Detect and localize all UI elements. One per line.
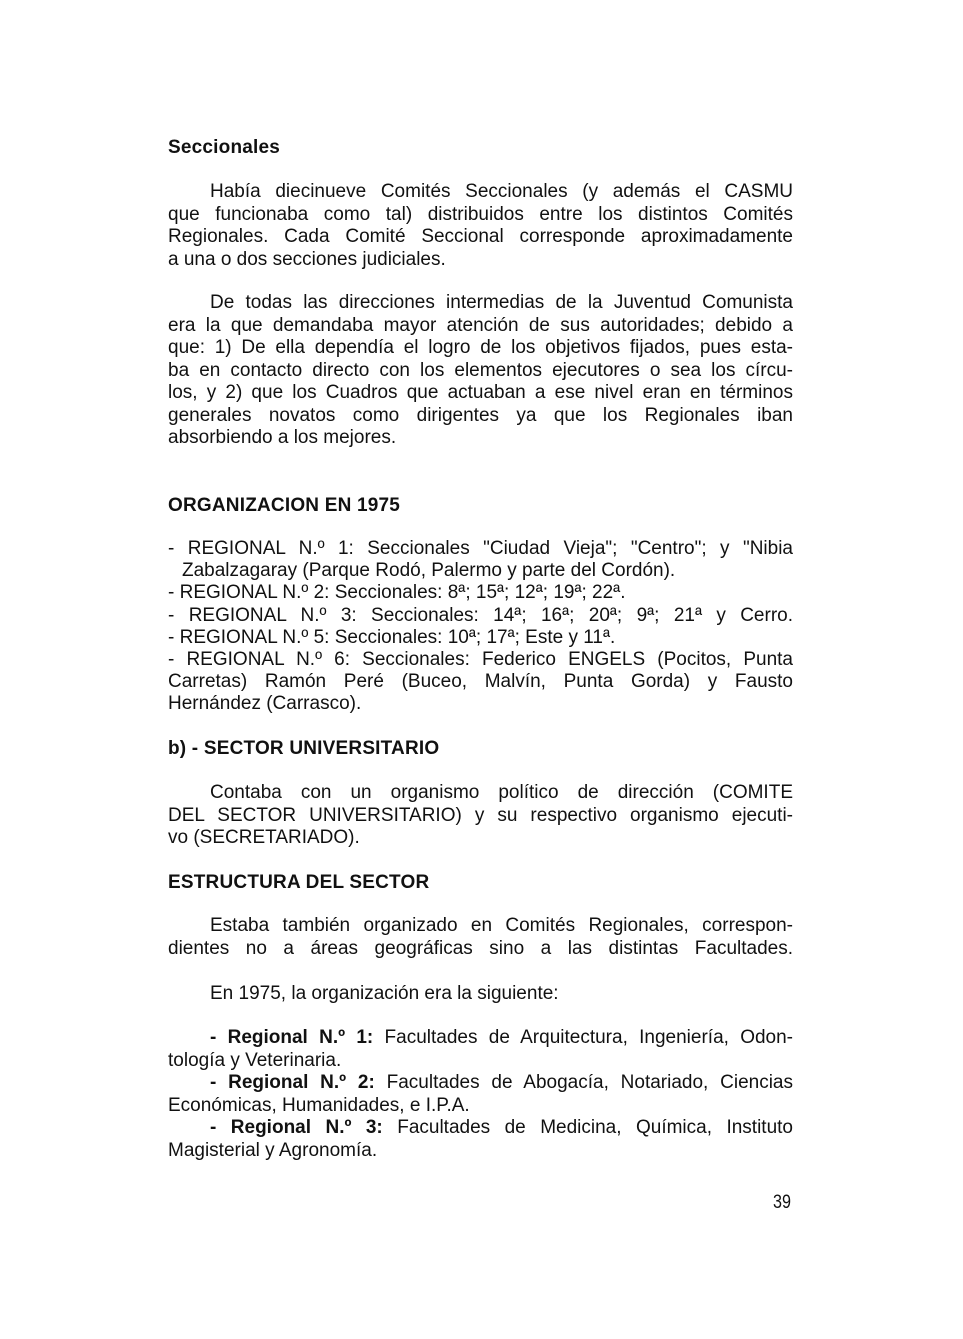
list-item-continuation: Magisterial y Agronomía. [168, 1139, 378, 1161]
list-item-continuation: Carretas) Ramón Peré (Buceo, Malvín, Punta Gorda) y Fausto [168, 671, 793, 693]
list-item: - REGIONAL N.º 2: Seccionales: 8ª; 15ª; 12ª; 19ª; 22ª. [168, 582, 626, 604]
regional-text: Facultades de Medicina, Química, Instituto [382, 1117, 793, 1138]
text-line: que: 1) De ella dependía el logro de los objetivos fijados, pues esta- [168, 337, 793, 358]
paragraph-seccionales-2 [168, 292, 793, 450]
text-line: En 1975, la organización era la siguiente: [210, 983, 559, 1004]
regional-text: Facultades de Abogacía, Notariado, Ciencias [374, 1072, 793, 1093]
text-line: ba en contacto directo con los elementos ejecutores o sea los círcu- [168, 359, 793, 381]
list-regionales-universitarios [168, 1027, 793, 1162]
heading-sector-universitario: b) - SECTOR UNIVERSITARIO [168, 738, 440, 759]
text-line: vo (SECRETARIADO). [168, 827, 360, 848]
text-line: a una o dos secciones judiciales. [168, 248, 446, 270]
heading-estructura-sector: ESTRUCTURA DEL SECTOR [168, 872, 430, 893]
heading-organizacion-1975: ORGANIZACION EN 1975 [168, 495, 401, 516]
list-item: - REGIONAL N.º 6: Seccionales: Federico ENGELS (Pocitos, Punta [168, 649, 793, 671]
text-line: los, y 2) que los Cuadros que actuaban a ese nivel eran en términos [168, 382, 793, 403]
text-line: Contaba con un organismo político de dirección (COMITE [210, 782, 793, 803]
list-item [168, 1117, 793, 1140]
list-item-continuation: tología y Veterinaria. [168, 1049, 342, 1071]
text-line: Regionales. Cada Comité Seccional corresponde aproximadamente [168, 226, 793, 247]
paragraph-estructura-1 [168, 915, 793, 960]
list-item [168, 1027, 793, 1050]
text-line: dientes no a áreas geográficas sino a las distintas Facultades. [168, 937, 793, 959]
text-line: era la que demandaba mayor atención de sus autoridades; debido a [168, 314, 793, 336]
regional-label: - Regional N.º 3: [210, 1117, 383, 1138]
text-line: Había diecinueve Comités Seccionales (y además el CASMU [210, 181, 793, 202]
text-line: que funcionaba como tal) distribuidos entre los distintos Comités [168, 203, 793, 225]
heading-seccionales: Seccionales [168, 137, 281, 158]
text-line: absorbiendo a los mejores. [168, 427, 397, 448]
list-item: - REGIONAL N.º 1: Seccionales "Ciudad Vieja"; "Centro"; y "Nibia [168, 538, 793, 559]
paragraph-estructura-2 [168, 983, 793, 1006]
regional-label: - Regional N.º 2: [210, 1072, 375, 1093]
list-item-continuation: Económicas, Humanidades, e I.P.A. [168, 1094, 470, 1116]
regional-text: Facultades de Arquitectura, Ingeniería, Odon- [373, 1027, 794, 1048]
text-line: generales novatos como dirigentes ya que los Regionales iban [168, 404, 793, 426]
text-line: Estaba también organizado en Comités Regionales, correspon- [210, 915, 793, 936]
list-item-continuation: Zabalzagaray (Parque Rodó, Palermo y parte del Cordón). [182, 560, 676, 582]
list-item: - REGIONAL N.º 5: Seccionales: 10ª; 17ª; Este y 11ª. [168, 626, 616, 648]
text-line: DEL SECTOR UNIVERSITARIO) y su respectivo organismo ejecuti- [168, 804, 793, 826]
list-item: - REGIONAL N.º 3: Seccionales: 14ª; 16ª; 20ª; 9ª; 21ª y Cerro. [168, 604, 793, 626]
text-line: De todas las direcciones intermedias de la Juventud Comunista [210, 292, 793, 313]
regional-label: - Regional N.º 1: [210, 1027, 374, 1048]
paragraph-sector-universitario [168, 782, 793, 850]
paragraph-seccionales-1 [168, 181, 793, 271]
list-item [168, 1072, 793, 1095]
page-number: 39 [773, 1192, 791, 1213]
list-item-continuation: Hernández (Carrasco). [168, 693, 362, 715]
list-regionales-1975 [168, 538, 793, 716]
